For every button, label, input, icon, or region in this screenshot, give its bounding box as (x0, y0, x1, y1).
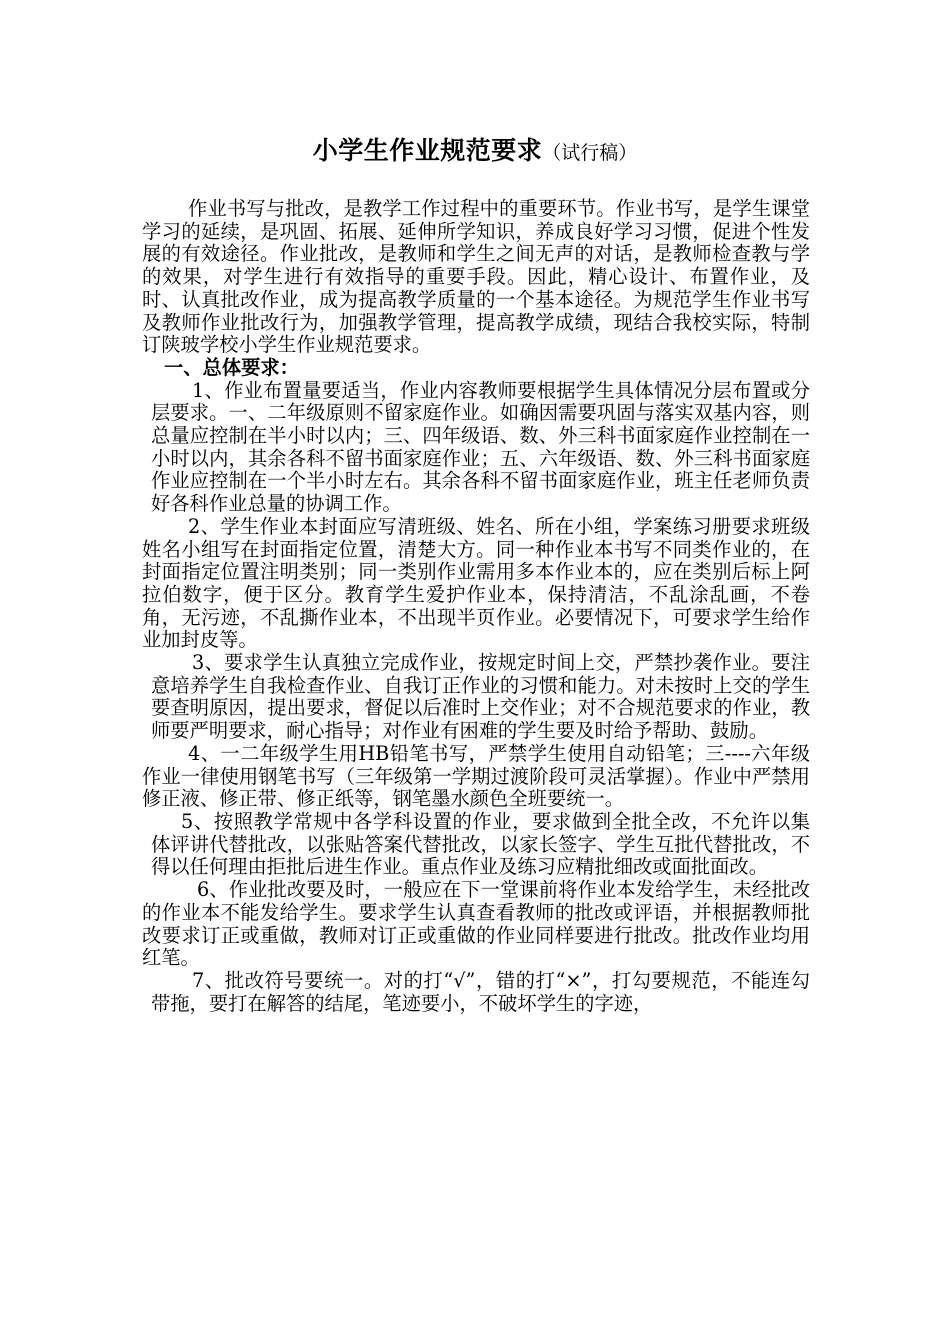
document-title (0, 133, 950, 172)
section-heading: 一、总体要求： (164, 355, 299, 379)
requirement-item-1: 1、作业布置量要适当，作业内容教师要根据学生具体情况分层布置或分层要求。一、二年级原则不留家庭作业。如确因需要巩固与落实双基内容，则总量应控制在半小时以内；三、四年级语、数、外三科书面家庭作业控制在一小时以内，其余各科不留书面家庭作业；五、六年级语、数、外三科书面家庭作业应控制在一个半小时左右。其余各科不留书面家庭作业，班主任老师负责好各科作业总量的协调工作。 (151, 378, 810, 516)
title-text: 小学生作业规范要求 (312, 136, 543, 165)
title-note: （试行稿） (542, 142, 638, 164)
requirement-item-7: 7、批改符号要统一。对的打“√”，错的打“×”，打勾要规范，不能连勾带拖，要打在解答的结尾，笔迹要小，不破坏学生的字迹， (151, 968, 810, 1015)
intro-paragraph: 作业书写与批改，是教学工作过程中的重要环节。作业书写，是学生课堂学习的延续，是巩固、拓展、延伸所学知识，养成良好学习习惯，促进个性发展的有效途径。作业批改，是教师和学生之间无声的对话，是教师检查教与学的效果，对学生进行有效指导的重要手段。因此，精心设计、布置作业，及时、认真批改作业，成为提高教学质量的一个基本途径。为规范学生作业书写及教师作业批改行为，加强教学管理，提高教学成绩，现结合我校实际，特制订陕玻学校小学生作业规范要求。 (142, 197, 810, 357)
requirement-item-5: 5、按照教学常规中各学科设置的作业，要求做到全批全改，不允许以集体评讲代替批改，以张贴答案代替批改，以家长签字、学生互批代替批改，不得以任何理由拒批后进生作业。重点作业及练习应精批细改或面批面改。 (151, 809, 810, 879)
requirement-item-3: 3、要求学生认真独立完成作业，按规定时间上交，严禁抄袭作业。要注意培养学生自我检查作业、自我订正作业的习惯和能力。对未按时上交的学生要查明原因，提出要求，督促以后准时上交作业；对不合规范要求的作业，教师要严明要求，耐心指导；对作业有困难的学生要及时给予帮助、鼓励。 (151, 651, 810, 743)
requirement-item-4: 4、一二年级学生用HB铅笔书写，严禁学生使用自动铅笔；三----六年级作业一律使用钢笔书写（三年级第一学期过渡阶段可灵活掌握）。作业中严禁用修正液、修正带、修正纸等，钢笔墨水颜色全班要统一。 (142, 741, 810, 811)
document-body (142, 198, 810, 1015)
requirement-item-6: 6、作业批改要及时，一般应在下一堂课前将作业本发给学生，未经批改的作业本不能发给学生。要求学生认真查看教师的批改或评语，并根据教师批改要求订正或重做，教师对订正或重做的作业同样要进行批改。批改作业均用红笔。 (142, 878, 810, 970)
requirement-item-2: 2、学生作业本封面应写清班级、姓名、所在小组，学案练习册要求班级姓名小组写在封面指定位置，清楚大方。同一种作业本书写不同类作业的，在封面指定位置注明类别；同一类别作业需用多本作业本的，应在类别后标上阿拉伯数字，便于区分。教育学生爱护作业本，保持清洁，不乱涂乱画，不卷角，无污迹，不乱撕作业本，不出现半页作业。必要情况下，可要求学生给作业加封皮等。 (142, 514, 810, 652)
